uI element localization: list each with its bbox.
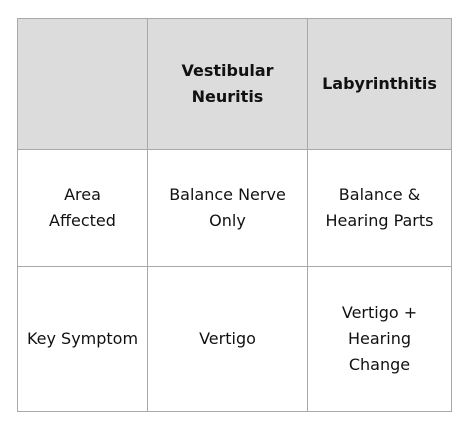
header-cell-vestibular-neuritis (148, 19, 308, 150)
row-label-cell (18, 266, 148, 411)
header-label: Vestibular Neuritis (181, 61, 274, 107)
table-header-row (18, 19, 452, 150)
table-cell (148, 150, 308, 266)
table-cell (148, 266, 308, 411)
row-label-cell (18, 150, 148, 266)
row-label: Key Symptom (26, 328, 139, 348)
table-row (18, 150, 452, 266)
table-cell (308, 266, 452, 411)
comparison-table-container (17, 18, 451, 412)
cell-value: Balance & Hearing Parts (325, 184, 434, 230)
comparison-table (17, 18, 452, 412)
cell-value: Balance Nerve Only (169, 184, 286, 230)
cell-value: Vertigo (199, 328, 256, 348)
header-label: Labyrinthitis (322, 74, 437, 94)
row-label: Area Affected (49, 184, 116, 230)
table-cell (308, 150, 452, 266)
header-cell-labyrinthitis (308, 19, 452, 150)
header-cell-empty (18, 19, 148, 150)
table-row (18, 266, 452, 411)
cell-value: Vertigo + Hearing Change (341, 302, 418, 374)
